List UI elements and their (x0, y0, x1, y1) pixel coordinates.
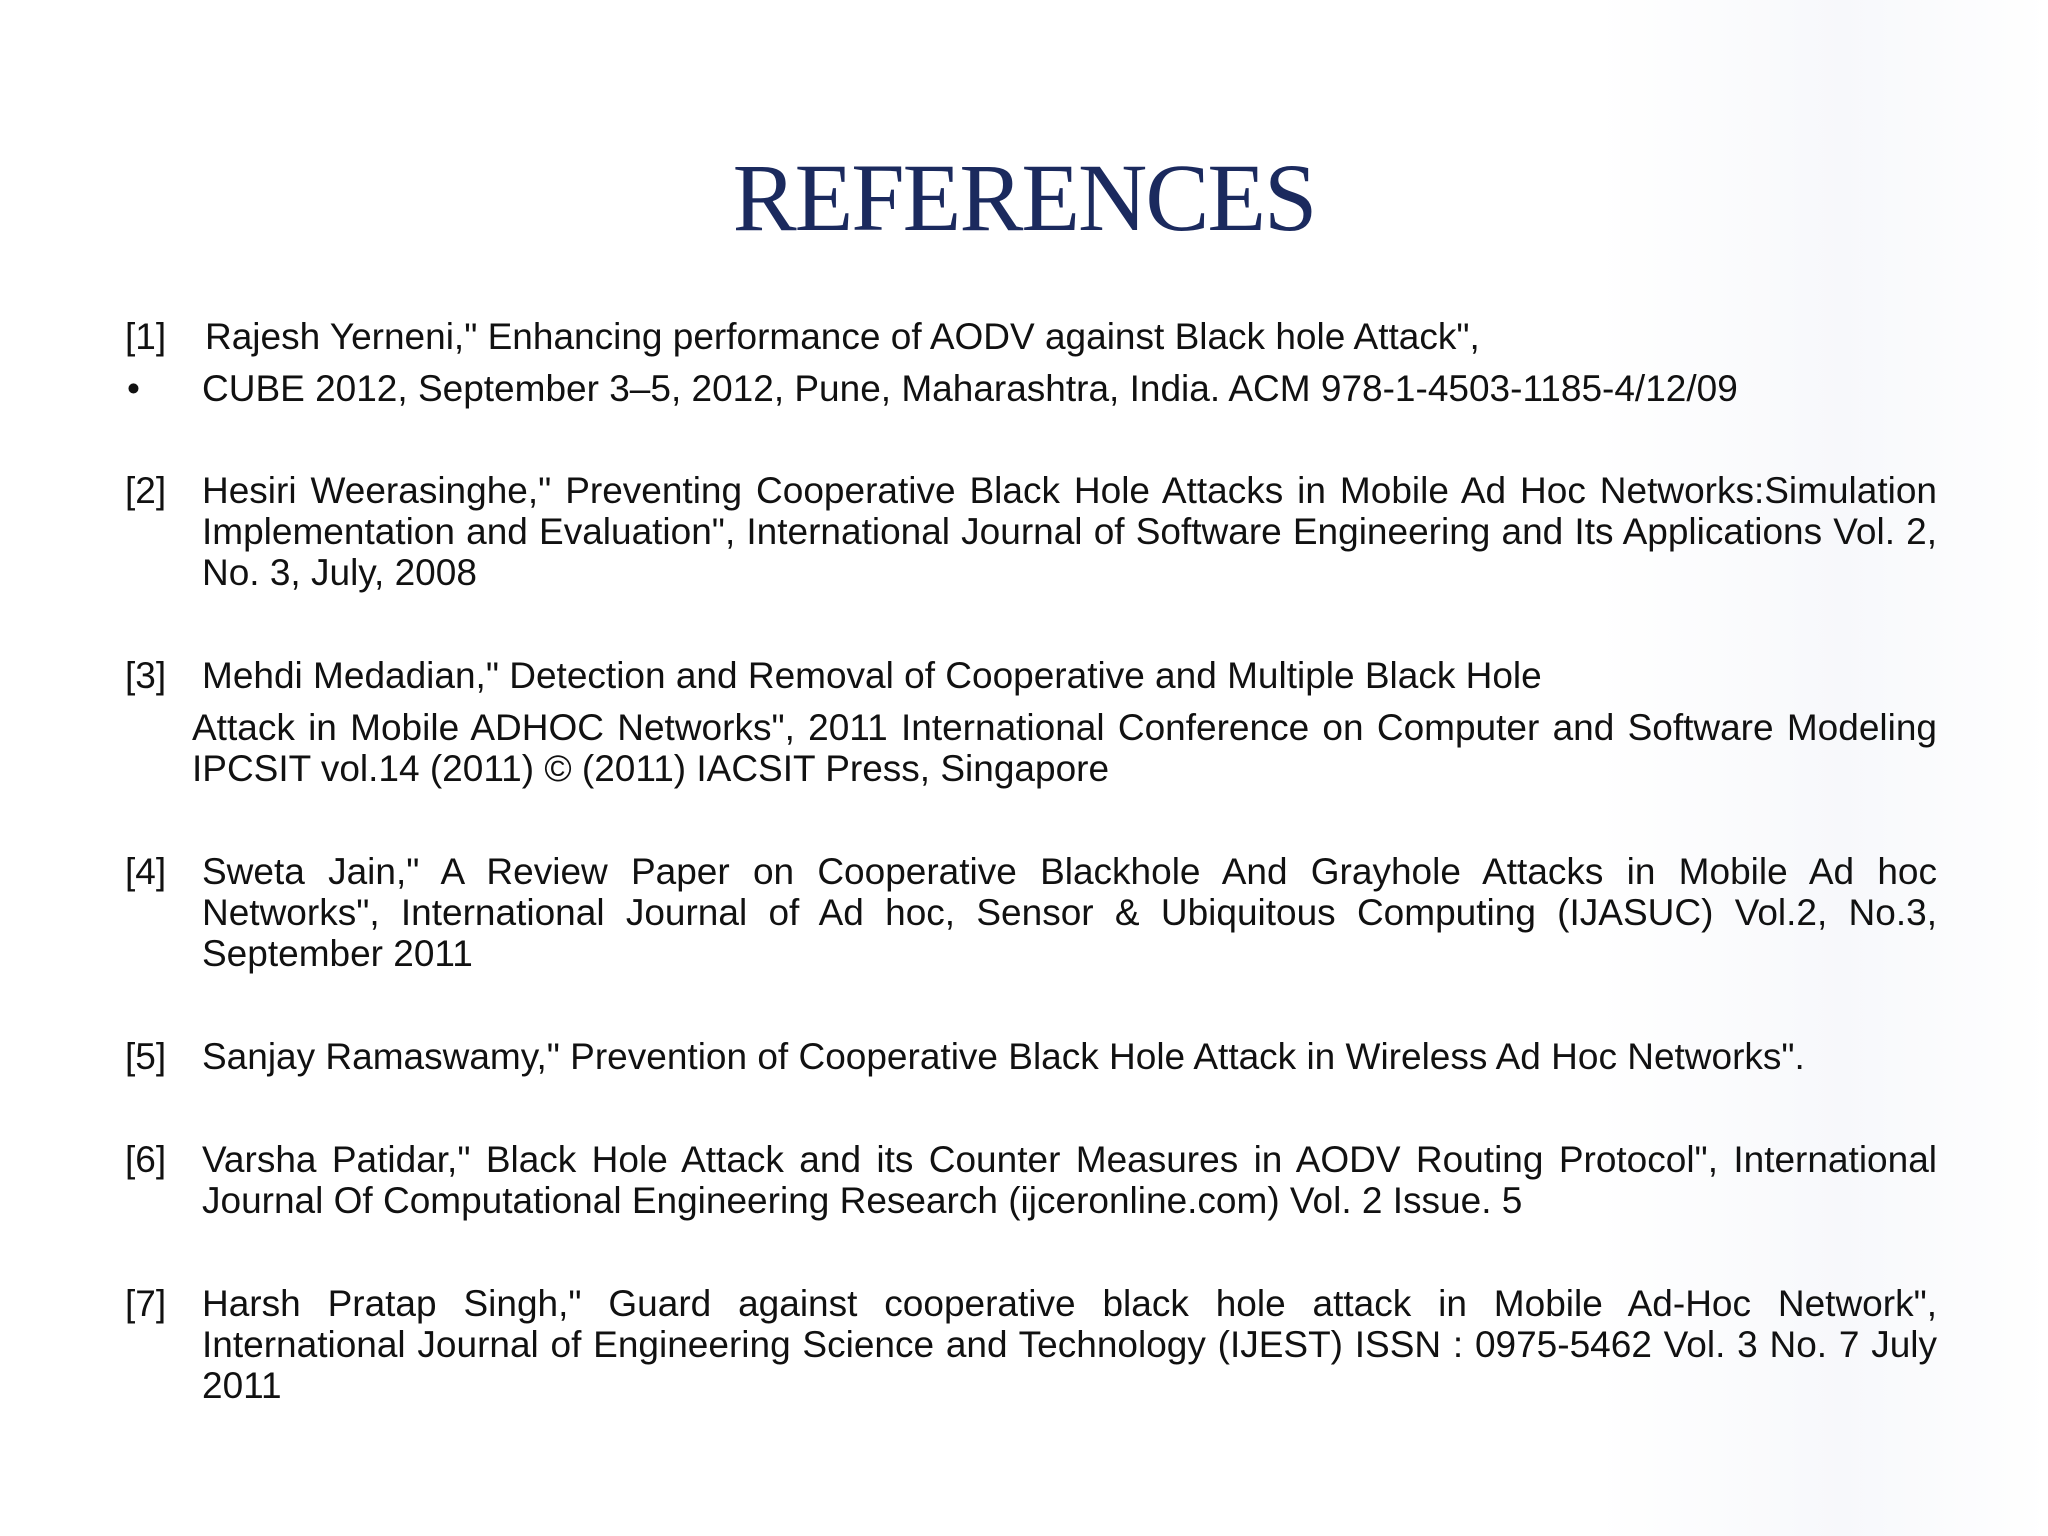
reference-item-1 (125, 316, 1937, 357)
reference-text: Rajesh Yerneni," Enhancing performance of AODV against Black hole Attack", (205, 316, 1480, 357)
reference-text: Sanjay Ramaswamy," Prevention of Cooperative Black Hole Attack in Wireless Ad Hoc Networks". (202, 1036, 1805, 1077)
reference-number: [1] (125, 316, 167, 357)
reference-item-6 (125, 1139, 1937, 1221)
reference-number: [5] (125, 1036, 167, 1077)
reference-continuation-text: Attack in Mobile ADHOC Networks", 2011 International Conference on Computer and Software Modeling IPCSIT vol.14 (2011) © (2011) IACSIT Press, Singapore (192, 707, 1937, 789)
reference-item-4 (125, 851, 1937, 974)
reference-item-3 (125, 655, 1937, 696)
reference-1-bullet-line (125, 368, 1937, 409)
reference-text: Sweta Jain," A Review Paper on Cooperative Blackhole And Grayhole Attacks in Mobile Ad hoc Networks", International Journal of Ad hoc, Sensor & Ubiquitous Computing (IJASUC) Vol.2, No.3, September 2011 (202, 851, 1937, 974)
reference-number: [2] (125, 470, 167, 511)
reference-number: [4] (125, 851, 167, 892)
bullet-icon: • (127, 368, 140, 409)
reference-item-5 (125, 1036, 1937, 1077)
reference-number: [7] (125, 1283, 167, 1324)
reference-item-2 (125, 470, 1937, 593)
page-title: REFERENCES (732, 144, 1316, 251)
reference-bullet-text: CUBE 2012, September 3–5, 2012, Pune, Maharashtra, India. ACM 978-1-4503-1185-4/12/09 (202, 368, 1738, 409)
reference-number: [3] (125, 655, 167, 696)
reference-number: [6] (125, 1139, 167, 1180)
reference-text: Varsha Patidar," Black Hole Attack and its Counter Measures in AODV Routing Protocol", International Journal Of Computational Engineering Research (ijceronline.com) Vol. 2 Issue. 5 (202, 1139, 1937, 1221)
reference-item-7 (125, 1283, 1937, 1406)
reference-text: Hesiri Weerasinghe," Preventing Cooperative Black Hole Attacks in Mobile Ad Hoc Networks:Simulation Implementation and Evaluation", International Journal of Software Engineering and Its Applications Vol. 2, No. 3, July, 2008 (202, 470, 1937, 593)
reference-text: Mehdi Medadian," Detection and Removal of Cooperative and Multiple Black Hole (202, 655, 1542, 696)
reference-item-3-continuation (125, 707, 1937, 789)
reference-text: Harsh Pratap Singh," Guard against cooperative black hole attack in Mobile Ad-Hoc Network", International Journal of Engineering Science and Technology (IJEST) ISSN : 0975-5462 Vol. 3 No. 7 July 2011 (202, 1283, 1937, 1406)
